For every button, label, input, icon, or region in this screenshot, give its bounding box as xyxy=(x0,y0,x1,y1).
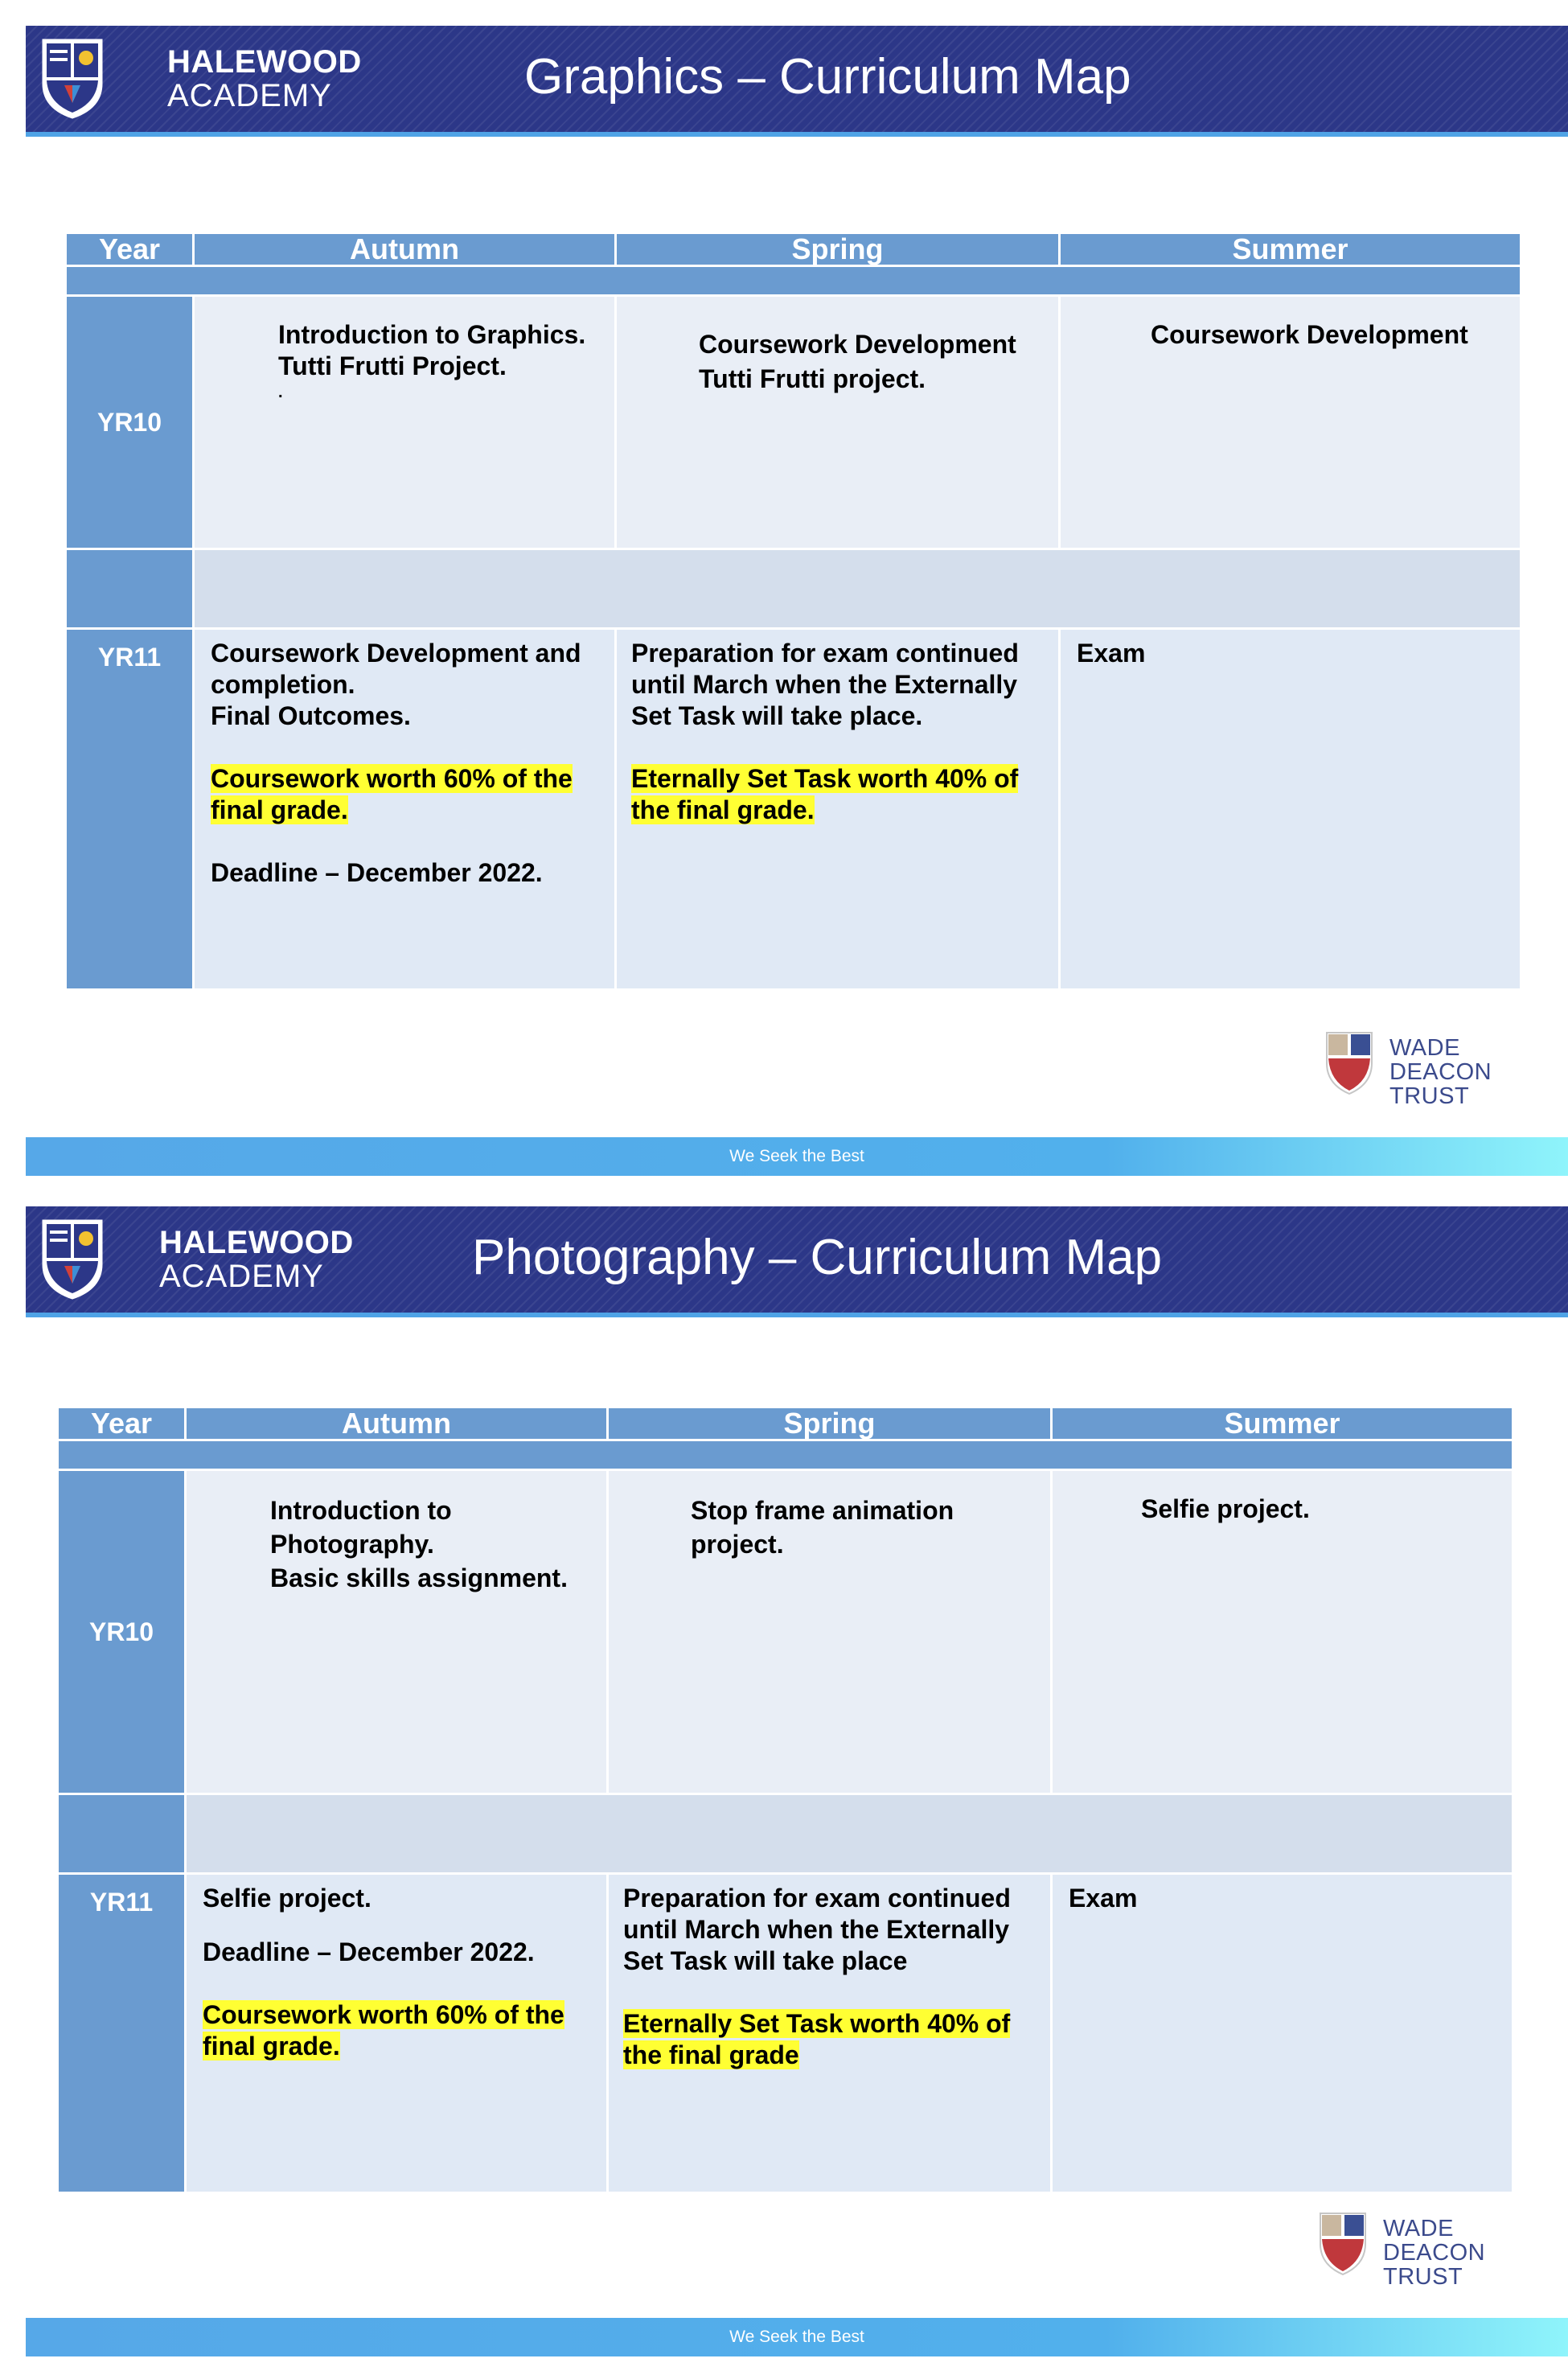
exam-weight-highlight: Eternally Set Task worth 40% of the final grade xyxy=(623,2009,1011,2069)
yr10-spring-cell xyxy=(617,297,1058,548)
yr11-autumn-text: Coursework Development and completion. xyxy=(211,639,581,699)
yr10-spring-line: Stop frame animation xyxy=(691,1496,954,1525)
yr10-autumn-line: Tutti Frutti Project. xyxy=(278,351,507,380)
yr10-spring-line: project. xyxy=(691,1530,784,1559)
graphics-slide xyxy=(26,26,1568,1176)
yr10-summer-cell xyxy=(1061,297,1520,548)
yr11-autumn-text: Selfie project. xyxy=(203,1884,371,1913)
halewood-crest-logo xyxy=(40,37,105,121)
table-row-yr11 xyxy=(59,1875,1512,2192)
footer-motto: We Seek the Best xyxy=(26,2318,1568,2356)
yr11-spring-highlight-para xyxy=(623,2008,1031,2071)
year-label: YR11 xyxy=(59,1875,184,2192)
trust-name-line1: WADE DEACON xyxy=(1389,1035,1492,1085)
coursework-weight-highlight: Coursework worth 60% of the final grade. xyxy=(203,2000,564,2061)
coursework-weight-highlight: Coursework worth 60% of the final grade. xyxy=(211,764,573,824)
halewood-crest-logo xyxy=(40,1218,105,1301)
spacer-band xyxy=(59,1441,1512,1469)
yr11-autumn-deadline: Deadline – December 2022. xyxy=(203,1937,535,1966)
table-row-yr11 xyxy=(67,630,1520,988)
yr10-summer-line: Selfie project. xyxy=(1141,1494,1310,1523)
school-name-line1: HALEWOOD xyxy=(159,1225,354,1260)
school-name-line2: ACADEMY xyxy=(159,1259,324,1294)
yr10-autumn-line: Basic skills assignment. xyxy=(270,1563,568,1592)
trust-name-line2: TRUST xyxy=(1383,2264,1463,2290)
yr10-autumn-line: Introduction to xyxy=(270,1496,452,1525)
spacer-row xyxy=(59,1441,1512,1469)
yr10-spring-line: Tutti Frutti project. xyxy=(699,364,926,393)
yr11-summer-cell xyxy=(1061,630,1520,988)
yr11-summer-text: Exam xyxy=(1069,1884,1138,1913)
gap-band xyxy=(195,550,1520,627)
school-name xyxy=(159,1226,354,1293)
yr10-autumn-cell xyxy=(187,1471,606,1793)
yr10-autumn-line: . xyxy=(278,384,283,401)
header-spring: Spring xyxy=(609,1408,1050,1439)
yr10-autumn-line: Photography. xyxy=(270,1530,434,1559)
gap-band xyxy=(187,1795,1512,1872)
curriculum-table xyxy=(56,1406,1514,2194)
exam-weight-highlight: Eternally Set Task worth 40% of the final grade. xyxy=(631,764,1019,824)
spacer-band xyxy=(67,267,1520,294)
slide-title: Graphics – Curriculum Map xyxy=(524,49,1131,105)
header-summer: Summer xyxy=(1053,1408,1512,1439)
yr10-summer-line: Coursework Development xyxy=(1151,320,1468,349)
table-row-yr10 xyxy=(67,297,1520,548)
table-header-row xyxy=(67,234,1520,265)
gap-row xyxy=(67,550,1520,627)
trust-shield-icon xyxy=(1319,2212,1367,2276)
yr11-autumn-highlight-para xyxy=(211,763,603,826)
table-header-row xyxy=(59,1408,1512,1439)
school-name-line1: HALEWOOD xyxy=(167,44,362,80)
yr10-summer-cell xyxy=(1053,1471,1512,1793)
year-label: YR10 xyxy=(67,297,192,548)
school-name xyxy=(167,45,362,113)
photography-slide xyxy=(26,1206,1568,2356)
slide-header xyxy=(26,26,1568,137)
yr10-spring-cell xyxy=(609,1471,1050,1793)
header-summer: Summer xyxy=(1061,234,1520,265)
spacer-row xyxy=(67,267,1520,294)
yr10-spring-line: Coursework Development xyxy=(699,330,1016,359)
header-year: Year xyxy=(59,1408,184,1439)
table-row-yr10 xyxy=(59,1471,1512,1793)
year-label: YR10 xyxy=(59,1471,184,1793)
slide-header xyxy=(26,1206,1568,1317)
curriculum-table xyxy=(64,232,1522,991)
trust-name-line1: WADE DEACON xyxy=(1383,2216,1486,2266)
wade-deacon-trust-logo xyxy=(1325,1031,1558,1109)
header-autumn: Autumn xyxy=(195,234,614,265)
gap-year-cell xyxy=(67,550,192,627)
yr11-spring-text: Preparation for exam continued until March when the Externally Set Task will take place xyxy=(623,1884,1011,1975)
gap-row xyxy=(59,1795,1512,1872)
year-label: YR11 xyxy=(67,630,192,988)
footer-motto: We Seek the Best xyxy=(26,1137,1568,1176)
header-spring: Spring xyxy=(617,234,1058,265)
yr11-summer-cell xyxy=(1053,1875,1512,2192)
yr11-spring-cell xyxy=(609,1875,1050,2192)
slide-title: Photography – Curriculum Map xyxy=(472,1230,1163,1285)
school-name-line2: ACADEMY xyxy=(167,78,332,113)
wade-deacon-trust-logo xyxy=(1319,2212,1552,2290)
yr11-summer-text: Exam xyxy=(1077,639,1146,668)
yr11-autumn-cell xyxy=(187,1875,606,2192)
yr11-autumn-highlight-para xyxy=(203,1999,595,2062)
header-autumn: Autumn xyxy=(187,1408,606,1439)
yr10-autumn-cell xyxy=(195,297,614,548)
yr11-spring-highlight-para xyxy=(631,763,1039,826)
trust-name-line2: TRUST xyxy=(1389,1083,1470,1109)
yr11-spring-cell xyxy=(617,630,1058,988)
yr11-spring-text: Preparation for exam continued until March when the Externally Set Task will take place. xyxy=(631,639,1019,730)
header-year: Year xyxy=(67,234,192,265)
yr11-autumn-text: Final Outcomes. xyxy=(211,701,411,730)
gap-year-cell xyxy=(59,1795,184,1872)
yr11-autumn-cell xyxy=(195,630,614,988)
trust-shield-icon xyxy=(1325,1031,1373,1095)
yr11-autumn-deadline: Deadline – December 2022. xyxy=(211,858,543,887)
yr10-autumn-line: Introduction to Graphics. xyxy=(278,320,586,349)
